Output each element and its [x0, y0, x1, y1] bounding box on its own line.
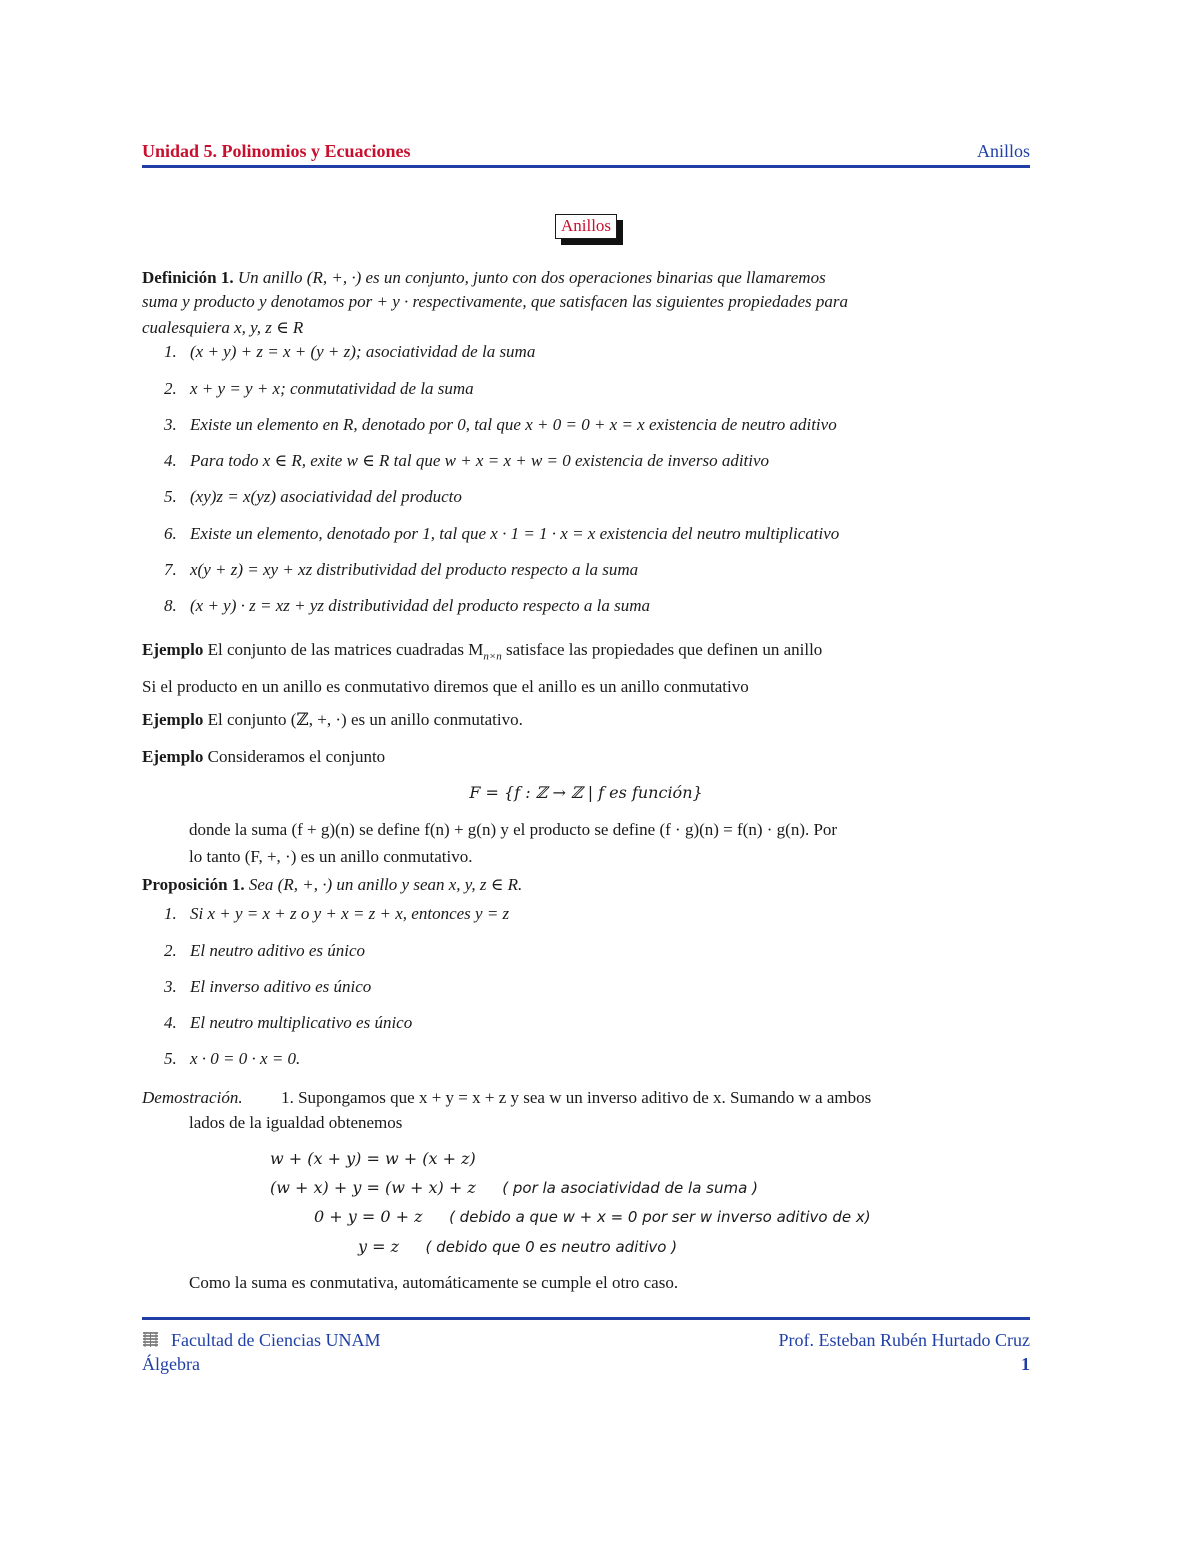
list-item: 2. x + y = y + x; conmutatividad de la suma	[164, 379, 474, 398]
example-1	[142, 634, 1030, 672]
page-number: 1	[1021, 1354, 1030, 1374]
list-item: 6. Existe un elemento, denotado por 1, tal que x · 1 = 1 · x = x existencia del neutro multiplicativo	[164, 524, 840, 543]
proof-closing: Como la suma es conmutativa, automáticamente se cumple el otro caso.	[189, 1273, 679, 1292]
footer-institution-text: Facultad de Ciencias UNAM	[171, 1330, 381, 1350]
footer-rule	[142, 1317, 1030, 1320]
definition-text-2: suma y producto y denotamos por + y · respectivamente, que satisfacen las siguientes propiedades para	[142, 292, 848, 311]
footer-course: Álgebra	[142, 1354, 200, 1374]
document-page	[142, 0, 1030, 1553]
footer-institution	[142, 1330, 380, 1351]
definition-label: Definición 1.	[142, 268, 234, 287]
function-set-formula: F = {f : ℤ → ℤ | f es función}	[469, 783, 703, 802]
example-3-text: Consideramos el conjunto	[207, 747, 386, 766]
definition-text-3: cualesquiera x, y, z ∈ R	[142, 318, 304, 337]
example-3-line-1: donde la suma (f + g)(n) se define f(n) + g(n) y el producto se define (f · g)(n) = f(n) · g(n). Por	[189, 820, 838, 839]
proof-equation-2	[270, 1178, 758, 1198]
page-header	[142, 141, 1030, 165]
equation-3: 0 + y = 0 + z	[314, 1207, 423, 1226]
example-label: Ejemplo	[142, 640, 204, 659]
footer-author: Prof. Esteban Rubén Hurtado Cruz	[778, 1330, 1030, 1350]
list-item: 7. x(y + z) = xy + xz distributividad del producto respecto a la suma	[164, 560, 639, 579]
proof-text-2: lados de la igualdad obtenemos	[189, 1113, 403, 1132]
example-3-line-2: lo tanto (F, +, ·) es un anillo conmutativo.	[189, 847, 473, 866]
proof-label: Demostración.	[142, 1088, 243, 1107]
list-item: 3. El inverso aditivo es único	[164, 977, 372, 996]
proof-item-number: 1.	[281, 1088, 294, 1107]
list-item: 2. El neutro aditivo es único	[164, 941, 366, 960]
proof-equation-3	[314, 1207, 871, 1227]
header-section-title: Anillos	[976, 141, 1030, 161]
equation-4: y = z	[358, 1237, 400, 1256]
list-item: 4. El neutro multiplicativo es único	[164, 1013, 413, 1032]
example-label: Ejemplo	[142, 710, 204, 729]
commutative-note: Si el producto en un anillo es conmutativo diremos que el anillo es un anillo conmutativo	[142, 677, 749, 696]
list-item: 5. (xy)z = x(yz) asociatividad del producto	[164, 487, 462, 506]
example-2-text: El conjunto (ℤ, +, ·) es un anillo conmutativo.	[207, 710, 523, 729]
proposition	[142, 869, 1030, 900]
equation-2-note: ( por la asociatividad de la suma )	[502, 1179, 758, 1197]
equation-3-note: ( debido a que w + x = 0 por ser w inverso aditivo de x)	[449, 1208, 871, 1226]
list-item: 8. (x + y) · z = xz + yz distributividad del producto respecto a la suma	[164, 596, 650, 615]
proof-equation-1: w + (x + y) = w + (x + z)	[270, 1149, 476, 1168]
proposition-text: Sea (R, +, ·) un anillo y sean x, y, z ∈ R.	[248, 875, 523, 894]
definition-text-1: Un anillo (R, +, ·) es un conjunto, junto con dos operaciones binarias que llamaremos	[237, 268, 826, 287]
header-rule	[142, 165, 1030, 168]
example-1-text: El conjunto de las matrices cuadradas M	[207, 640, 484, 659]
proof-equation-4	[358, 1237, 677, 1257]
example-1-text-2: satisface las propiedades que definen un anillo	[506, 640, 823, 659]
section-title: Anillos	[555, 214, 617, 239]
unam-seal-icon	[142, 1331, 159, 1348]
example-label: Ejemplo	[142, 747, 204, 766]
example-2	[142, 704, 1030, 735]
proof-text-1: Supongamos que x + y = x + z y sea w un inverso aditivo de x. Sumando w a ambos	[298, 1088, 872, 1107]
proposition-label: Proposición 1.	[142, 875, 245, 894]
list-item: 1. Si x + y = x + z o y + x = z + x, entonces y = z	[164, 904, 510, 923]
list-item: 3. Existe un elemento en R, denotado por 0, tal que x + 0 = 0 + x = x existencia de neutro aditivo	[164, 415, 837, 434]
list-item: 1. (x + y) + z = x + (y + z); asociatividad de la suma	[164, 342, 536, 361]
example-3-explanation	[189, 816, 1030, 870]
equation-2: (w + x) + y = (w + x) + z	[270, 1178, 476, 1197]
matrix-subscript: n×n	[483, 650, 502, 663]
title-wrap	[142, 214, 1030, 239]
function-set-display	[142, 777, 1030, 808]
equation-4-note: ( debido que 0 es neutro aditivo )	[425, 1238, 678, 1256]
header-unit-title: Unidad 5. Polinomios y Ecuaciones	[142, 141, 411, 161]
example-3	[142, 741, 1030, 772]
list-item: 4. Para todo x ∈ R, exite w ∈ R tal que w + x = x + w = 0 existencia de inverso aditivo	[164, 451, 770, 470]
list-item: 5. x · 0 = 0 · x = 0.	[164, 1049, 301, 1068]
